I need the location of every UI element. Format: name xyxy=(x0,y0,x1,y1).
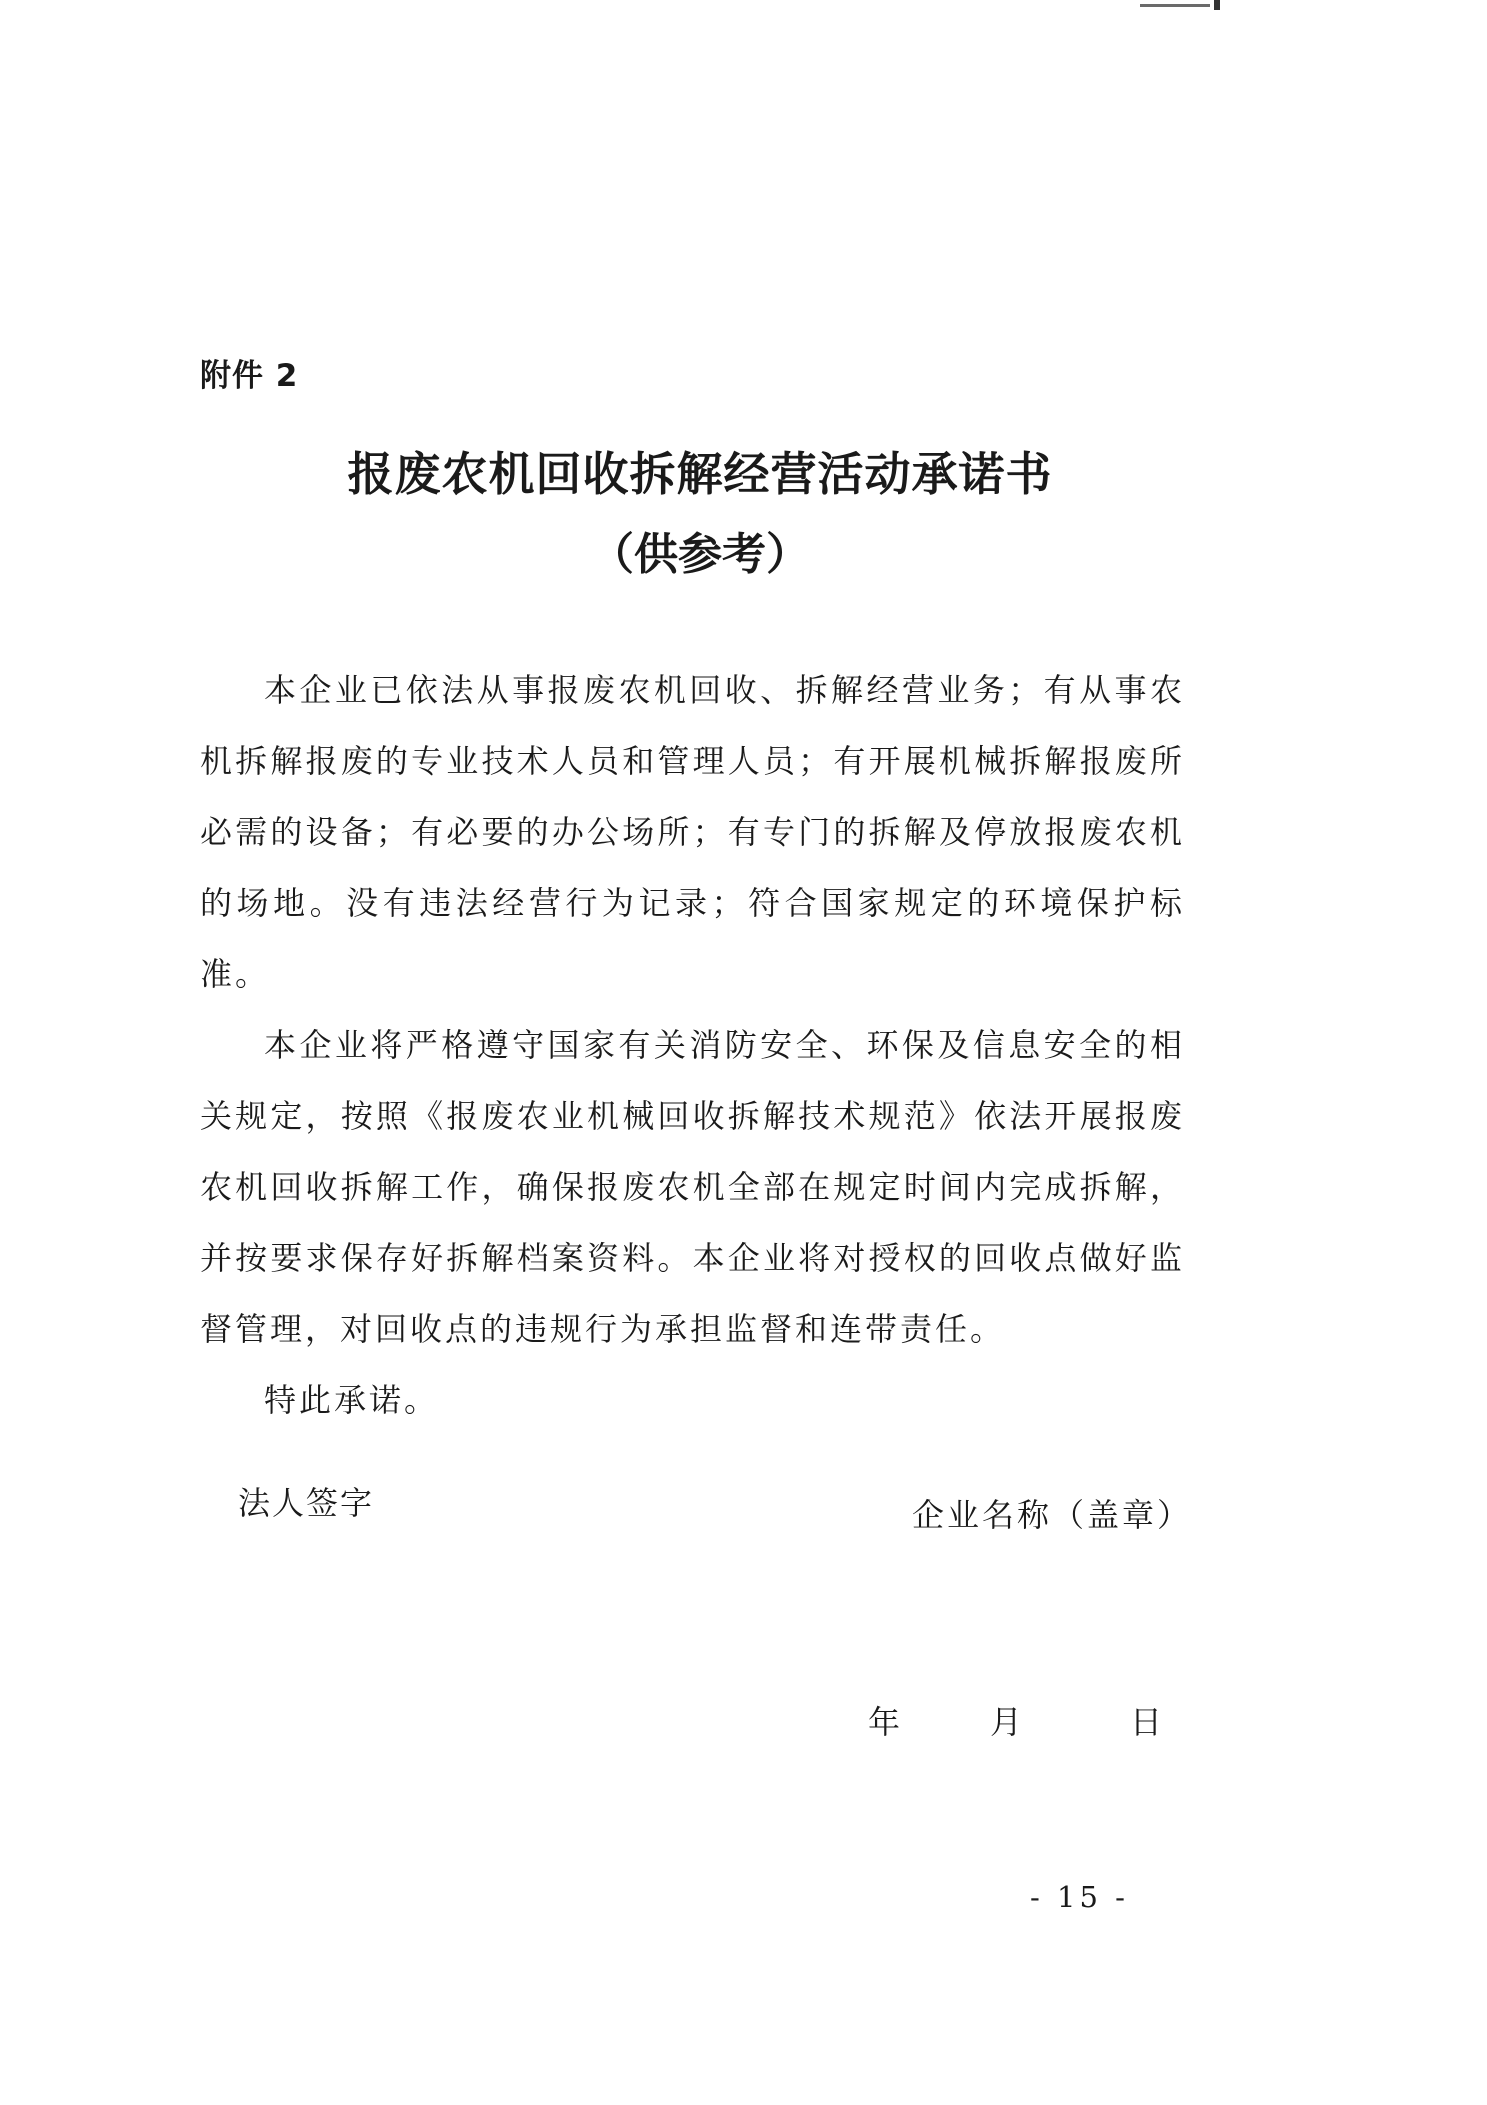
paragraph-qualifications: 本企业已依法从事报废农机回收、拆解经营业务；有从事农机拆解报废的专业技术人员和管理人员；有开展机械拆解报废所必需的设备；有必要的办公场所；有专门的拆解及停放报废农机的场地。没有违法经营行为记录；符合国家规定的环境保护标准。 xyxy=(200,671,1185,993)
scan-edge-mark xyxy=(1140,0,1258,10)
attachment-label: 附件 2 xyxy=(200,358,299,394)
month-label: 月 xyxy=(990,1703,1023,1741)
page-number: - 15 - xyxy=(1030,1880,1129,1914)
document-subtitle: （供参考） xyxy=(590,529,810,580)
document-body xyxy=(200,655,1185,1436)
legal-person-signature-label: 法人签字 xyxy=(238,1484,375,1522)
paragraph-commitments: 本企业将严格遵守国家有关消防安全、环保及信息安全的相关规定，按照《报废农业机械回收拆解技术规范》依法开展报废农机回收拆解工作，确保报废农机全部在规定时间内完成拆解，并按要求保存好拆解档案资料。本企业将对授权的回收点做好监督管理，对回收点的违规行为承担监督和连带责任。 xyxy=(200,1026,1185,1348)
company-seal-label: 企业名称（盖章） xyxy=(912,1496,1193,1534)
document-title: 报废农机回收拆解经营活动承诺书 xyxy=(347,447,1053,501)
paragraph-closing: 特此承诺。 xyxy=(264,1381,440,1419)
day-label: 日 xyxy=(1130,1703,1163,1741)
year-label: 年 xyxy=(868,1703,901,1741)
